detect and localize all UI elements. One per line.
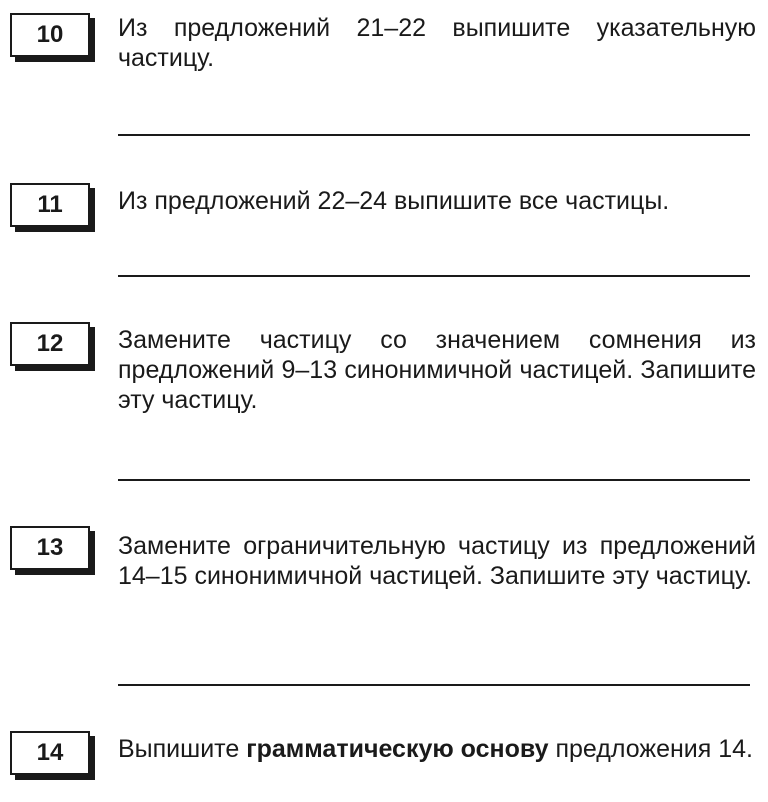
task-number-box: 14 [10,731,90,775]
task-number-box: 11 [10,183,90,227]
answer-line[interactable] [118,134,750,136]
task-text-bold: грамматическую основу [246,735,549,763]
task-text: Из предложений 21–22 выпишите указательную частицу. [118,14,756,72]
task-number-box: 12 [10,322,90,366]
task-number-box: 13 [10,526,90,570]
task-text: Из предложений 22–24 выпишите все частицы. [118,187,670,215]
task-text [118,734,756,764]
answer-line[interactable] [118,684,750,686]
task-number-box: 10 [10,13,90,57]
task-text: Замените ограничительную частицу из предложений 14–15 синонимичной частицей. Запишите эту частицу. [118,532,756,590]
task-text: Замените частицу со значением сомнения из предложений 9–13 синонимичной частицей. Запишите эту частицу. [118,326,756,414]
answer-line[interactable] [118,275,750,277]
answer-line[interactable] [118,479,750,481]
task-text-end: предложения 14. [548,735,753,763]
task-text-start: Выпишите [118,735,247,763]
